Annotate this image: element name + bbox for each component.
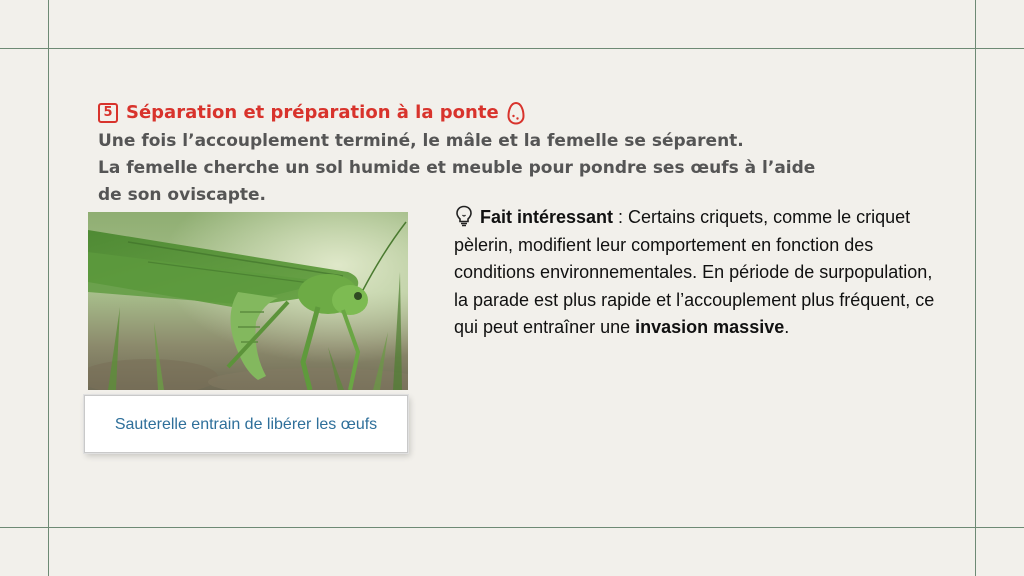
fun-fact-emphasis: invasion massive — [635, 317, 785, 337]
guide-line-left — [48, 0, 49, 576]
fun-fact-end: . — [784, 317, 790, 337]
guide-line-right — [975, 0, 976, 576]
guide-line-bottom — [0, 527, 1024, 528]
fun-fact-label: Fait intéressant — [480, 207, 614, 227]
section-title: Séparation et préparation à la ponte — [126, 102, 499, 123]
lightbulb-icon — [454, 205, 474, 227]
guide-line-top — [0, 48, 1024, 49]
body-line: La femelle cherche un sol humide et meuble pour pondre ses œufs à l’aide — [98, 158, 816, 178]
section-header — [98, 98, 918, 209]
section-number-badge: 5 — [98, 103, 118, 123]
fun-fact-text: : Certains criquets, comme le criquet pèlerin, modifient leur comportement en fonction des conditions environnementales. En période de surpopulation, la parade est plus rapide et l’accouplement plus fréquent, ce qui peut entraîner une — [454, 207, 935, 337]
egg-icon — [507, 101, 525, 125]
section-title-row — [98, 98, 918, 128]
grasshopper-photo — [88, 212, 408, 390]
body-line: Une fois l’accouplement terminé, le mâle et la femelle se séparent. — [98, 131, 744, 151]
body-line: de son oviscapte. — [98, 185, 266, 205]
fun-fact-paragraph — [454, 204, 944, 342]
image-caption: Sauterelle entrain de libérer les œufs — [84, 395, 408, 453]
